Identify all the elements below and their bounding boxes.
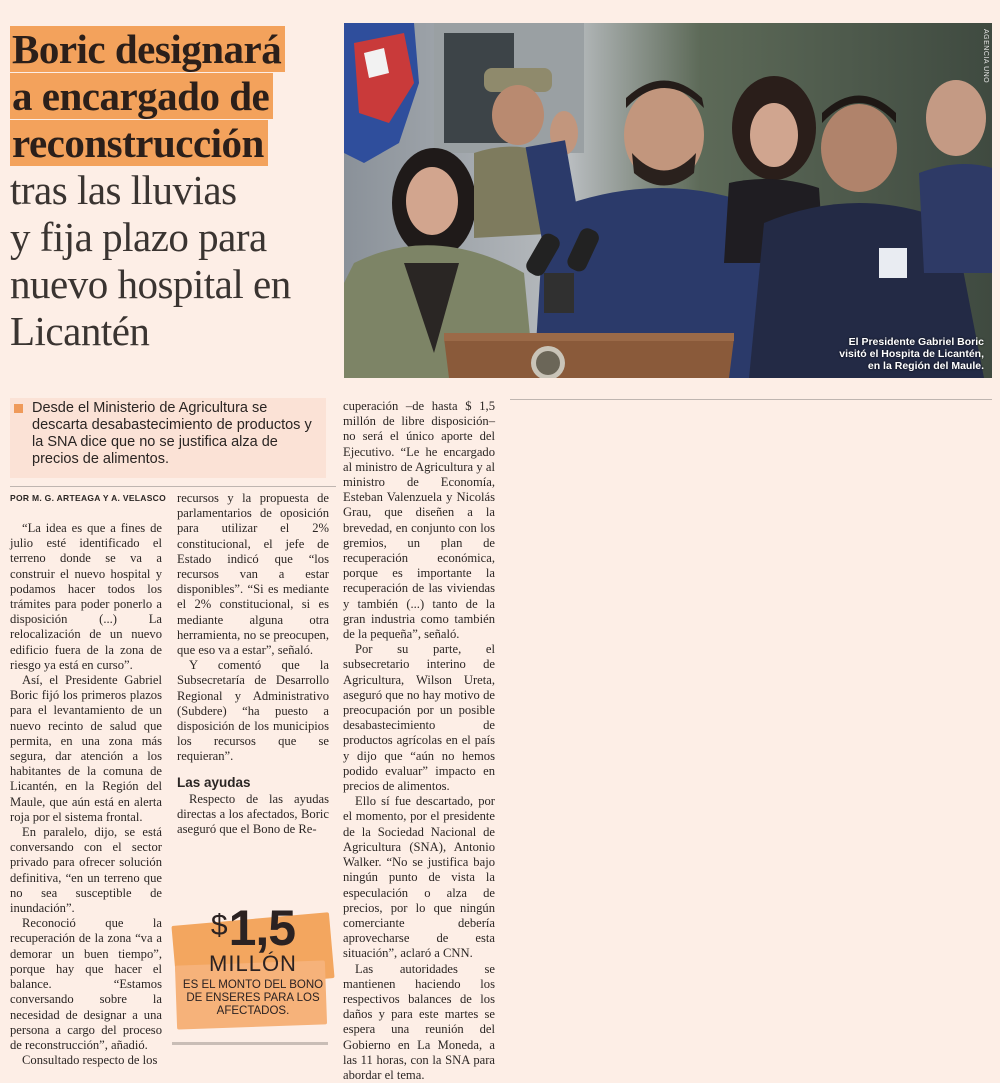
headline-bold-line-3: reconstrucción [10, 120, 268, 166]
headline-light-line-4: Licantén [10, 308, 150, 354]
paragraph: Las autoridades se mantienen haciendo los respectivos balances de los daños y para este martes se espera una reunión del Gobierno en La Moneda, a las 11 horas, con la SNA para abordar el tema. [343, 961, 495, 1082]
callout-number: 1,5 [228, 900, 296, 956]
paragraph: Así, el Presidente Gabriel Boric fijó los primeros plazos para el levantamiento de un nuevo recinto de salud que permita, en una zona más segura, dar atención a los habitantes de la comuna de Licantén, en la Región del Maule, que aún está en alerta roja por el sistema frontal. [10, 673, 162, 824]
byline: POR M. G. ARTEAGA Y A. VELASCO [10, 493, 167, 503]
photo-credit: AGENCIA UNO [982, 29, 989, 84]
paragraph: Respecto de las ayudas directas a los afectados, Boric aseguró que el Bono de Re- [177, 791, 329, 837]
divider-line [10, 486, 336, 487]
figure-callout [172, 901, 334, 1031]
headline-bold-line-1: Boric designará [10, 26, 285, 72]
paragraph: cuperación –de hasta $ 1,5 millón de libre disposición– no será el único aporte del Ejecutivo. “Le he encargado al ministro de Agricultura y al ministro de Economía, Esteban Valenzuela y Nicolás Grau, que diseñen a la brevedad, en conjunto con los gremios, un plan de recuperación económica, porque es importante la recuperación de las viviendas y también (...) tanto de la gran industria como también de la pequeña”, señaló. [343, 399, 495, 642]
article-column-3 [343, 399, 495, 1083]
callout-currency: $ [210, 909, 227, 942]
paragraph: Por su parte, el subsecretario interino de Agricultura, Wilson Ureta, aseguró que no hay motivo de preocupación por un posible desabastecimiento de productos agrícolas en el país y dijo que “aún no hemos podido evaluar” impacto en precios de alimentos. [343, 642, 495, 794]
summary-bullet [14, 404, 23, 413]
paragraph: Reconoció que la recuperación de la zona “va a demorar un buen tiempo”, porque hay que hacer el balance. “Estamos conversando sobre la necesidad de designar a una persona a cargo del proceso de reconstrucción”, añadió. [10, 916, 162, 1052]
press-conference-illustration [344, 23, 992, 378]
paragraph: recursos y la propuesta de parlamentarios de oposición para utilizar el 2% constitucional, el jefe de Estado indicó que “los recursos van a estar disponibles”. “Si es mediante el 2% constitucional, si es mediante alguna otra herramienta, no se preocupen, que eso va a estar”, señaló. [177, 491, 329, 658]
summary-text: Desde el Ministerio de Agricultura se descarta desabastecimiento de productos y la SNA dice que no se justifica alza de precios de alimentos. [32, 400, 312, 467]
headline-light-line-3: nuevo hospital en [10, 261, 291, 307]
headline-bold-line-2: a encargado de [10, 73, 273, 119]
paragraph: Consultado respecto de los [22, 1053, 158, 1068]
article-column-2 [177, 491, 329, 837]
callout-description: ES EL MONTO DEL BONO DE ENSERES PARA LOS AFECTADOS. [182, 979, 324, 1017]
divider-line [510, 399, 992, 400]
paragraph: Ello sí fue descartado, por el momento, por el presidente de la Sociedad Nacional de Agricultura (SNA), Antonio Walker. “No se justifica bajo ningún punto de vista la especulación o alza de precios, por lo que ningún comerciante debería aprovecharse de esta situación”, aclaró a CNN. [343, 794, 495, 961]
callout-value [172, 900, 334, 956]
bottom-rule [172, 1042, 328, 1045]
news-photo [344, 23, 992, 378]
paragraph: En paralelo, dijo, se está conversando con el sector privado para ofrecer solución definitiva, “en un terreno que no sea susceptible de inundación”. [10, 825, 162, 916]
callout-unit: MILLÓN [209, 951, 297, 976]
headline [10, 26, 360, 355]
summary-box [10, 398, 326, 478]
headline-light-line-2: y fija plazo para [10, 214, 267, 260]
photo-caption: El Presidente Gabriel Boric visitó el Hospita de Licantén, en la Región del Maule. [839, 336, 984, 372]
headline-light-line-1: tras las lluvias [10, 167, 237, 213]
paragraph: Y comentó que la Subsecretaría de Desarrollo Regional y Administrativo (Subdere) “ha puesto a disposición de los municipios los recursos que se requieran”. [177, 658, 329, 764]
paragraph: “La idea es que a fines de julio esté identificado el terreno donde se va a construir el nuevo hospital y podamos hacer todos los trámites para poder ponerlo a disposición (...) La relocalización de un nuevo edificio fuera de la zona de riesgo ya está en curso”. [10, 521, 162, 672]
section-subhead: Las ayudas [177, 774, 251, 790]
article-column-1 [10, 521, 162, 1068]
